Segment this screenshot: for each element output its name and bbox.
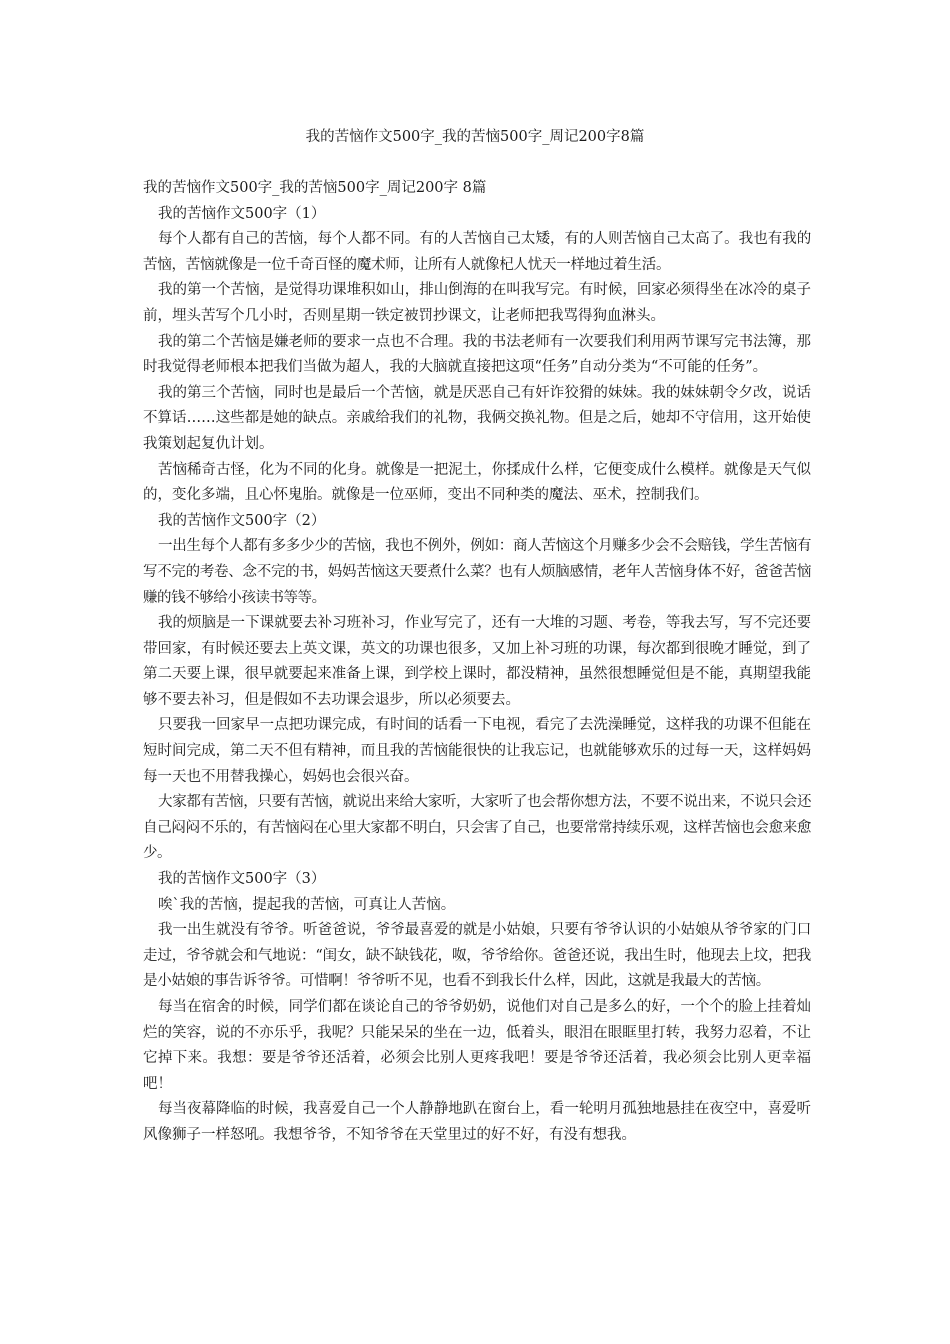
document-subtitle: 我的苦恼作文500字_我的苦恼500字_周记200字 8篇 bbox=[143, 180, 487, 196]
paragraph: 大家都有苦恼，只要有苦恼，就说出来给大家听，大家听了也会帮你想方法，不要不说出来，不说只会还自己闷闷不乐的，有苦恼闷在心里大家都不明白，只会害了自己，也要常常持续乐观，这样苦恼也会愈来愈少。 bbox=[143, 794, 811, 862]
paragraph: 我的第二个苦恼是嫌老师的要求一点也不合理。我的书法老师有一次要我们利用两节课写完书法簿，那时我觉得老师根本把我们当做为超人，我的大脑就直接把这项“任务”自动分类为“不可能的任务”。 bbox=[143, 333, 811, 376]
paragraph: 我的第一个苦恼，是觉得功课堆积如山，排山倒海的在叫我写完。有时候，回家必须得坐在冰冷的桌子前，埋头苦写个几小时，否则星期一铁定被罚抄课文，让老师把我骂得狗血淋头。 bbox=[143, 282, 811, 324]
paragraph: 每当夜幕降临的时候，我喜爱自己一个人静静地趴在窗台上，看一轮明月孤独地悬挂在夜空中，喜爱听风像狮子一样怒吼。我想爷爷，不知爷爷在天堂里过的好不好，有没有想我。 bbox=[143, 1101, 811, 1143]
paragraph: 唉`我的苦恼，提起我的苦恼，可真让人苦恼。 bbox=[158, 896, 456, 913]
paragraph: 我的第三个苦恼，同时也是最后一个苦恼，就是厌恶自己有奸诈狡猾的妹妹。我的妹妹朝令夕改，说话不算话……这些都是她的缺点。亲戚给我们的礼物，我俩交换礼物。但是之后，她却不守信用，这开始使我策划起复仇计划。 bbox=[143, 384, 811, 452]
paragraph: 只要我一回家早一点把功课完成，有时间的话看一下电视，看完了去洗澡睡觉，这样我的功课不但能在短时间完成，第二天不但有精神，而且我的苦恼能很快的让我忘记，也就能够欢乐的过每一天，这样妈妈每一天也不用替我操心，妈妈也会很兴奋。 bbox=[143, 717, 811, 785]
paragraph: 每个人都有自己的苦恼，每个人都不同。有的人苦恼自己太矮，有的人则苦恼自己太高了。我也有我的苦恼，苦恼就像是一位千奇百怪的魔术师，让所有人就像杞人忧天一样地过着生活。 bbox=[143, 231, 811, 273]
paragraph: 我的烦脑是一下课就要去补习班补习，作业写完了，还有一大堆的习题、考卷，等我去写，写不完还要带回家，有时候还要去上英文课，英文的功课也很多，又加上补习班的功课，每次都到很晚才睡觉，到了第二天要上课，很早就要起来准备上课，到学校上课时，都没精神，虽然很想睡觉但是不能，真期望我能够不要去补习，但是假如不去功课会退步，所以必须要去。 bbox=[143, 615, 811, 708]
section-heading-3: 我的苦恼作文500字（3） bbox=[158, 871, 326, 888]
paragraph: 苦恼稀奇古怪，化为不同的化身。就像是一把泥土，你揉成什么样，它便变成什么模样。就像是天气似的，变化多端，且心怀鬼胎。就像是一位巫师，变出不同种类的魔法、巫术，控制我们。 bbox=[143, 461, 811, 504]
section-heading-1: 我的苦恼作文500字（1） bbox=[158, 205, 326, 222]
paragraph: 我一出生就没有爷爷。听爸爸说，爷爷最喜爱的就是小姑娘，只要有爷爷认识的小姑娘从爷爷家的门口走过，爷爷就会和气地说：“闺女，缺不缺钱花，呶，爷爷给你。爸爸还说，我出生时，他现去上坟，把我是小姑娘的事告诉爷爷。可惜啊！爷爷听不见，也看不到我长什么样，因此，这就是我最大的苦恼。 bbox=[143, 922, 811, 990]
section-heading-2: 我的苦恼作文500字（2） bbox=[158, 512, 326, 529]
page-title: 我的苦恼作文500字_我的苦恼500字_周记200字8篇 bbox=[305, 129, 645, 145]
document-body bbox=[143, 176, 811, 1149]
paragraph: 一出生每个人都有多多少少的苦恼，我也不例外，例如：商人苦恼这个月赚多少会不会赔钱，学生苦恼有写不完的考卷、念不完的书，妈妈苦恼这天要煮什么菜？也有人烦脑感情，老年人苦恼身体不好，爸爸苦恼赚的钱不够给小孩读书等等。 bbox=[143, 538, 811, 606]
paragraph: 每当在宿舍的时候，同学们都在谈论自己的爷爷奶奶，说他们对自己是多么的好，一个个的脸上挂着灿烂的笑容，说的不亦乐乎，我呢？只能呆呆的坐在一边，低着头，眼泪在眼眶里打转，我努力忍着，不让它掉下来。我想：要是爷爷还活着，必须会比别人更疼我吧！要是爷爷还活着，我必须会比别人更幸福吧！ bbox=[143, 999, 811, 1092]
